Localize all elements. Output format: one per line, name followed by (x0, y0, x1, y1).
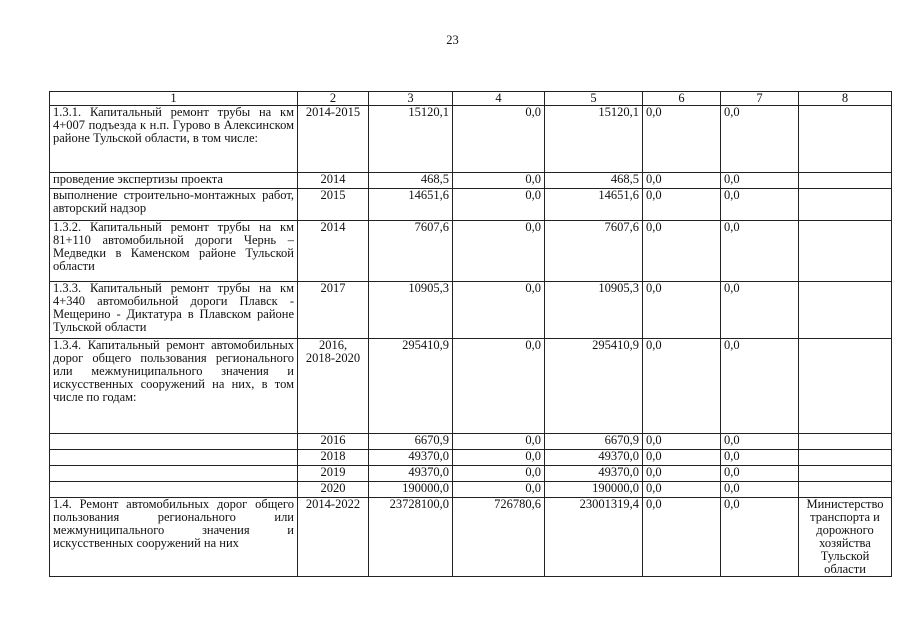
row-name-cell (50, 466, 298, 482)
row-col6-cell: 0,0 (643, 339, 721, 434)
row-regional-cell: 7607,6 (545, 221, 643, 282)
page-number: 23 (446, 33, 459, 47)
row-col7-cell: 0,0 (721, 498, 799, 577)
table-row (50, 466, 892, 482)
row-name-cell: 1.3.4. Капитальный ремонт автомобильных дорог общего пользования регионального или межмуниципального значения и искусственных сооружений на них, в том числе по годам: (50, 339, 298, 434)
row-federal-cell: 0,0 (453, 106, 545, 173)
row-name-cell (50, 434, 298, 450)
row-col7-cell: 0,0 (721, 221, 799, 282)
row-regional-cell: 15120,1 (545, 106, 643, 173)
row-responsible-cell (799, 450, 892, 466)
row-federal-cell: 0,0 (453, 466, 545, 482)
row-federal-cell: 726780,6 (453, 498, 545, 577)
table-header-row (50, 92, 892, 106)
table-row (50, 482, 892, 498)
header-cell: 7 (721, 92, 799, 106)
row-name-cell: проведение экспертизы проекта (50, 173, 298, 189)
row-responsible-cell (799, 434, 892, 450)
header-cell: 6 (643, 92, 721, 106)
row-years-cell: 2015 (298, 189, 369, 221)
row-col7-cell: 0,0 (721, 450, 799, 466)
row-col6-cell: 0,0 (643, 173, 721, 189)
row-years-cell: 2020 (298, 482, 369, 498)
row-regional-cell: 190000,0 (545, 482, 643, 498)
row-col7-cell: 0,0 (721, 339, 799, 434)
row-federal-cell: 0,0 (453, 221, 545, 282)
table-row (50, 282, 892, 339)
table-row (50, 450, 892, 466)
table-row (50, 498, 892, 577)
row-years-cell: 2014 (298, 221, 369, 282)
header-cell: 5 (545, 92, 643, 106)
row-total-cell: 7607,6 (369, 221, 453, 282)
row-responsible-cell (799, 173, 892, 189)
row-name-cell: 1.3.2. Капитальный ремонт трубы на км 81+110 автомобильной дороги Чернь – Медведки в Каменском районе Тульской области (50, 221, 298, 282)
row-regional-cell: 468,5 (545, 173, 643, 189)
header-cell: 3 (369, 92, 453, 106)
row-name-cell (50, 482, 298, 498)
row-col6-cell: 0,0 (643, 466, 721, 482)
row-col6-cell: 0,0 (643, 434, 721, 450)
row-name-cell: 1.4. Ремонт автомобильных дорог общего пользования регионального или межмуниципального значения и искусственных сооружений на них (50, 498, 298, 577)
row-col7-cell: 0,0 (721, 282, 799, 339)
row-col6-cell: 0,0 (643, 221, 721, 282)
row-regional-cell: 6670,9 (545, 434, 643, 450)
row-responsible-cell (799, 189, 892, 221)
row-regional-cell: 14651,6 (545, 189, 643, 221)
row-total-cell: 10905,3 (369, 282, 453, 339)
row-years-cell: 2014 (298, 173, 369, 189)
row-responsible-cell (799, 282, 892, 339)
row-total-cell: 14651,6 (369, 189, 453, 221)
row-responsible-cell (799, 106, 892, 173)
row-responsible-cell (799, 482, 892, 498)
row-responsible-cell: Министерство транспорта и дорожного хозяйства Тульской области (799, 498, 892, 577)
row-federal-cell: 0,0 (453, 282, 545, 339)
row-federal-cell: 0,0 (453, 173, 545, 189)
row-years-cell: 2018 (298, 450, 369, 466)
row-col6-cell: 0,0 (643, 450, 721, 466)
row-col7-cell: 0,0 (721, 189, 799, 221)
header-cell: 8 (799, 92, 892, 106)
row-regional-cell: 49370,0 (545, 450, 643, 466)
row-col6-cell: 0,0 (643, 189, 721, 221)
table-row (50, 173, 892, 189)
row-years-cell: 2014-2015 (298, 106, 369, 173)
row-col7-cell: 0,0 (721, 466, 799, 482)
header-cell: 4 (453, 92, 545, 106)
header-cell: 1 (50, 92, 298, 106)
row-col7-cell: 0,0 (721, 106, 799, 173)
row-col6-cell: 0,0 (643, 498, 721, 577)
table-row (50, 221, 892, 282)
row-total-cell: 23728100,0 (369, 498, 453, 577)
row-federal-cell: 0,0 (453, 339, 545, 434)
row-federal-cell: 0,0 (453, 482, 545, 498)
row-col7-cell: 0,0 (721, 173, 799, 189)
row-years-cell: 2014-2022 (298, 498, 369, 577)
row-regional-cell: 10905,3 (545, 282, 643, 339)
row-name-cell: 1.3.1. Капитальный ремонт трубы на км 4+007 подъезда к н.п. Гурово в Алексинском районе Тульской области, в том числе: (50, 106, 298, 173)
row-col7-cell: 0,0 (721, 434, 799, 450)
table-row (50, 189, 892, 221)
row-responsible-cell (799, 339, 892, 434)
program-table (49, 91, 892, 577)
row-total-cell: 190000,0 (369, 482, 453, 498)
table-row (50, 106, 892, 173)
row-total-cell: 15120,1 (369, 106, 453, 173)
table-row (50, 339, 892, 434)
row-col6-cell: 0,0 (643, 482, 721, 498)
row-name-cell (50, 450, 298, 466)
row-name-cell: 1.3.3. Капитальный ремонт трубы на км 4+340 автомобильной дороги Плавск - Мещерино - Диктатура в Плавском районе Тульской области (50, 282, 298, 339)
row-regional-cell: 49370,0 (545, 466, 643, 482)
row-total-cell: 49370,0 (369, 466, 453, 482)
header-cell: 2 (298, 92, 369, 106)
row-name-cell: выполнение строительно-монтажных работ, авторский надзор (50, 189, 298, 221)
row-regional-cell: 23001319,4 (545, 498, 643, 577)
row-responsible-cell (799, 221, 892, 282)
row-col7-cell: 0,0 (721, 482, 799, 498)
row-col6-cell: 0,0 (643, 282, 721, 339)
row-total-cell: 295410,9 (369, 339, 453, 434)
table-row (50, 434, 892, 450)
row-federal-cell: 0,0 (453, 450, 545, 466)
row-years-cell: 2016 (298, 434, 369, 450)
row-responsible-cell (799, 466, 892, 482)
row-total-cell: 6670,9 (369, 434, 453, 450)
row-total-cell: 49370,0 (369, 450, 453, 466)
row-total-cell: 468,5 (369, 173, 453, 189)
row-years-cell: 2016, 2018-2020 (298, 339, 369, 434)
row-regional-cell: 295410,9 (545, 339, 643, 434)
row-years-cell: 2019 (298, 466, 369, 482)
row-federal-cell: 0,0 (453, 434, 545, 450)
row-col6-cell: 0,0 (643, 106, 721, 173)
row-years-cell: 2017 (298, 282, 369, 339)
row-federal-cell: 0,0 (453, 189, 545, 221)
